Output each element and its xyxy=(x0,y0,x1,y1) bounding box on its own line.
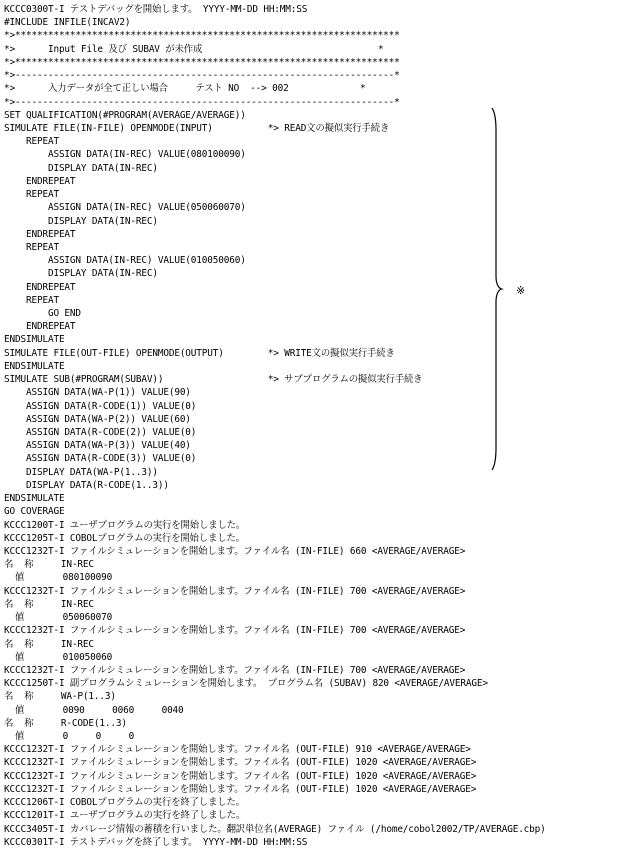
console-line: KCCC1232T-I ファイルシミュレーションを開始します。ファイル名 (IN-FILE) 660 <AVERAGE/AVERAGE> xyxy=(4,545,466,557)
console-line: REPEAT xyxy=(4,136,59,148)
console-line: KCCC1232T-I ファイルシミュレーションを開始します。ファイル名 (OUT-FILE) 1020 <AVERAGE/AVERAGE> xyxy=(4,783,477,795)
console-line: GO COVERAGE xyxy=(4,506,65,518)
reference-mark: ※ xyxy=(516,284,526,297)
console-line: KCCC0300T-I テストデバッグを開始します。 YYYY-MM-DD HH:MM:SS xyxy=(4,4,308,15)
console-line: *>---------------------------------------------------------------------* xyxy=(4,70,400,82)
curly-brace-icon xyxy=(488,108,508,470)
console-line: SET QUALIFICATION(#PROGRAM(AVERAGE/AVERAGE)) xyxy=(4,109,246,121)
console-line: KCCC1250T-I 副プログラムシミュレーションを開始します。 プログラム名 (SUBAV) 820 <AVERAGE/AVERAGE> xyxy=(4,678,488,690)
console-line: ENDREPEAT xyxy=(4,228,76,240)
console-line: 値 050060070 xyxy=(4,612,113,624)
console-line: *>---------------------------------------------------------------------* xyxy=(4,96,400,108)
console-line: ASSIGN DATA(WA-P(2)) VALUE(60) xyxy=(4,413,191,425)
console-line: GO END xyxy=(4,308,81,320)
console-line: ASSIGN DATA(IN-REC) VALUE(050060070) xyxy=(4,202,246,214)
console-line: KCCC1201T-I ユーザプログラムの実行を終了しました。 xyxy=(4,810,246,822)
console-line: KCCC1232T-I ファイルシミュレーションを開始します。ファイル名 (IN-FILE) 700 <AVERAGE/AVERAGE> xyxy=(4,585,466,597)
console-line: ENDSIMULATE xyxy=(4,334,65,346)
console-line: 名 称 R-CODE(1..3) xyxy=(4,717,127,729)
console-line: REPEAT xyxy=(4,189,59,201)
console-line: KCCC0301T-I テストデバッグを終了します。 YYYY-MM-DD HH:MM:SS xyxy=(4,836,308,848)
console-line: ASSIGN DATA(R-CODE(3)) VALUE(0) xyxy=(4,453,197,465)
console-line: ASSIGN DATA(IN-REC) VALUE(080100090) xyxy=(4,149,246,161)
console-line: KCCC1232T-I ファイルシミュレーションを開始します。ファイル名 (IN-FILE) 700 <AVERAGE/AVERAGE> xyxy=(4,664,466,676)
debug-console-output xyxy=(4,3,546,849)
console-line: 値 0090 0060 0040 xyxy=(4,704,184,716)
console-line: ASSIGN DATA(R-CODE(2)) VALUE(0) xyxy=(4,427,197,438)
console-line: SIMULATE SUB(#PROGRAM(SUBAV)) *> サブプログラムの擬似実行手続き xyxy=(4,374,423,386)
console-line: *> 入力データが全て正しい場合 テスト NO --> 002 * xyxy=(4,83,366,95)
console-line: ENDREPEAT xyxy=(4,321,76,333)
console-line: KCCC1232T-I ファイルシミュレーションを開始します。ファイル名 (OUT-FILE) 1020 <AVERAGE/AVERAGE> xyxy=(4,770,477,782)
console-line: SIMULATE FILE(IN-FILE) OPENMODE(INPUT) *> READ文の擬似実行手続き xyxy=(4,122,390,134)
console-line: 値 0 0 0 xyxy=(4,731,135,743)
console-line: 値 010050060 xyxy=(4,651,113,663)
console-line: KCCC3405T-I カバレージ情報の蓄積を行いました。翻訳単位名(AVERAGE) ファイル (/home/cobol2002/TP/AVERAGE.cbp) xyxy=(4,823,546,835)
console-line: ASSIGN DATA(WA-P(1)) VALUE(90) xyxy=(4,387,191,399)
console-line: ENDREPEAT xyxy=(4,175,76,187)
console-line: *>********************************************************************** xyxy=(4,30,400,42)
console-line: 名 称 IN-REC xyxy=(4,598,94,610)
console-line: DISPLAY DATA(R-CODE(1..3)) xyxy=(4,479,169,491)
console-line: #INCLUDE INFILE(INCAV2) xyxy=(4,17,131,29)
console-line: REPEAT xyxy=(4,294,59,306)
console-line: ENDSIMULATE xyxy=(4,493,65,505)
console-line: ASSIGN DATA(WA-P(3)) VALUE(40) xyxy=(4,440,191,452)
console-line: DISPLAY DATA(IN-REC) xyxy=(4,215,158,227)
console-line: *> Input File 及び SUBAV が未作成 * xyxy=(4,43,384,55)
console-line: ENDREPEAT xyxy=(4,281,76,293)
console-line: *>********************************************************************** xyxy=(4,56,400,68)
console-line: 名 称 IN-REC xyxy=(4,559,94,571)
console-line: KCCC1232T-I ファイルシミュレーションを開始します。ファイル名 (OUT-FILE) 1020 <AVERAGE/AVERAGE> xyxy=(4,757,477,769)
console-line: 値 080100090 xyxy=(4,572,113,584)
console-line: DISPLAY DATA(IN-REC) xyxy=(4,162,158,174)
console-line: DISPLAY DATA(WA-P(1..3)) xyxy=(4,466,158,478)
console-line: ENDSIMULATE xyxy=(4,360,65,372)
console-line: KCCC1206T-I COBOLプログラムの実行を終了しました。 xyxy=(4,797,245,809)
console-line: REPEAT xyxy=(4,241,59,253)
console-line: KCCC1200T-I ユーザプログラムの実行を開始しました。 xyxy=(4,519,246,531)
console-line: KCCC1232T-I ファイルシミュレーションを開始します。ファイル名 (IN-FILE) 700 <AVERAGE/AVERAGE> xyxy=(4,625,466,637)
console-line: SIMULATE FILE(OUT-FILE) OPENMODE(OUTPUT) *> WRITE文の擬似実行手続き xyxy=(4,347,395,359)
console-line: ASSIGN DATA(IN-REC) VALUE(010050060) xyxy=(4,255,246,267)
console-line: ASSIGN DATA(R-CODE(1)) VALUE(0) xyxy=(4,400,197,412)
console-line: 名 称 IN-REC xyxy=(4,638,94,650)
console-line: DISPLAY DATA(IN-REC) xyxy=(4,268,158,280)
console-line: KCCC1205T-I COBOLプログラムの実行を開始しました。 xyxy=(4,532,245,544)
console-line: 名 称 WA-P(1..3) xyxy=(4,691,116,703)
console-line: KCCC1232T-I ファイルシミュレーションを開始します。ファイル名 (OUT-FILE) 910 <AVERAGE/AVERAGE> xyxy=(4,744,471,756)
